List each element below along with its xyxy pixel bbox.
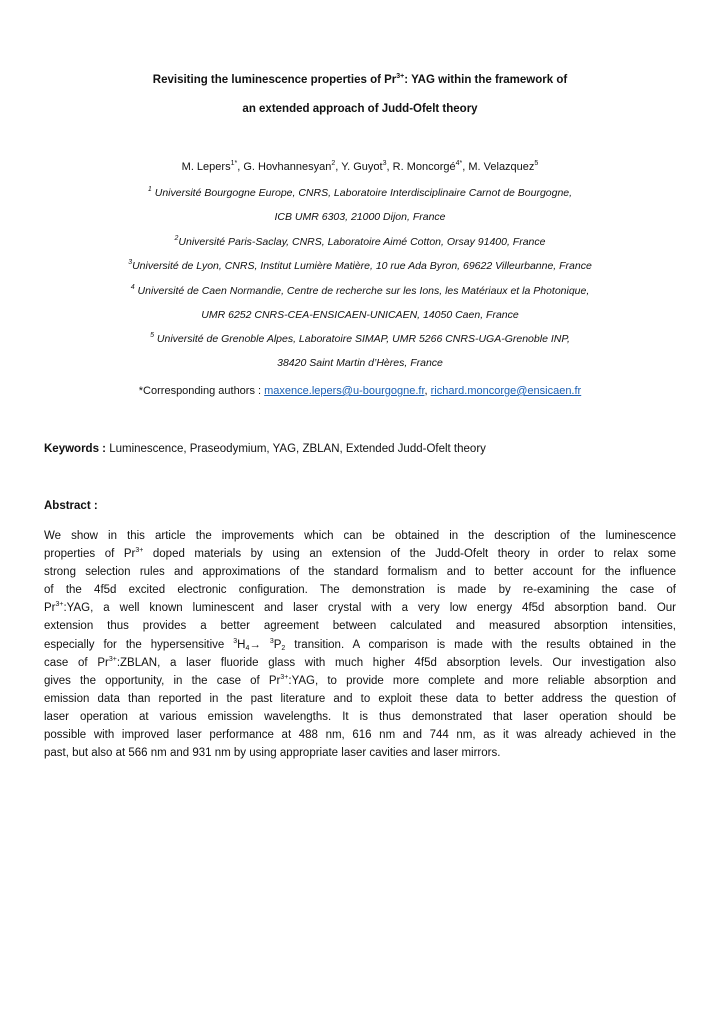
affiliation-1-line-2: ICB UMR 6303, 21000 Dijon, France — [274, 211, 446, 223]
author-list: M. Lepers$^{1*}$, G. Hovhannesyan$^2$, Y. Guyot$^3$, R. Moncorgé$^{4*}$, M. Velazquez$^5$ — [181, 160, 539, 173]
abstract-line: laser operation at various emission wavelengths. It is thus demonstrated that laser operation should be — [44, 710, 676, 723]
author: Y. Guyot — [341, 161, 383, 173]
email-link-moncorge[interactable]: richard.moncorge@ensicaen.fr — [430, 385, 582, 397]
affiliation-5: $^5$ Université de Grenoble Alpes, Laboratoire SIMAP, UMR 5266 CNRS-UGA-Grenoble INP, — [150, 332, 570, 345]
abstract-line: especially for the hypersensitive $^3H_4\to ^3P_2$ transition. A comparison is made with the results obtained in the — [44, 637, 676, 652]
affiliation-4: $^4$ Université de Caen Normandie, Centre de recherche sur les Ions, les Matériaux et la Photonique, — [130, 284, 590, 297]
keywords-text: Luminescence, Praseodymium, YAG, ZBLAN, Extended Judd-Ofelt theory — [106, 443, 486, 455]
abstract-line: past, but also at 566 nm and 931 nm by using appropriate laser cavities and laser mirrors. — [44, 747, 501, 760]
abstract-line: $Pr^{3+}:YAG$, a well known luminescent and laser crystal with a very low energy 4f5d absorption band. Our — [44, 601, 676, 615]
abstract-line: extension thus provides a better agreement between calculated and measured absorption intensities, — [44, 620, 676, 633]
affiliation-3: $^3$Université de Lyon, CNRS, Institut Lumière Matière, 10 rue Ada Byron, 69622 Villeurbanne, France — [128, 259, 592, 272]
affiliation-4-line-2: UMR 6252 CNRS-CEA-ENSICAEN-UNICAEN, 14050 Caen, France — [201, 309, 519, 321]
abstract-body — [44, 527, 676, 762]
author: R. Moncorgé — [392, 161, 456, 173]
abstract-line: gives the opportunity, in the case of $Pr^{3+}:YAG$, to provide more complete and more reliable absorption and — [44, 673, 676, 687]
author: G. Hovhannesyan — [243, 161, 332, 173]
abstract-line: properties of $Pr^{3+}$ doped materials by using an extension of the Judd-Ofelt theory in order to relax some — [44, 547, 676, 561]
abstract-line: emission data than reported in the past literature and to exploit these data to better address the question of — [44, 692, 676, 705]
paper-title-line-1: Revisiting the luminescence properties of $Pr^{3+}$: YAG within the framework of — [152, 73, 568, 86]
abstract-line: We show in this article the improvements which can be obtained in the description of the luminescence — [44, 530, 676, 542]
corresponding-authors: *Corresponding authors : maxence.lepers@u-bourgogne.fr, richard.moncorge@ensicaen.fr — [138, 385, 582, 397]
abstract-line: strong selection rules and approximations of the standard formalism and to better account for the influence — [44, 566, 676, 579]
affiliation-5-line-2: 38420 Saint Martin d’Hères, France — [277, 357, 443, 369]
author: M. Velazquez — [468, 161, 535, 173]
email-link-lepers[interactable]: maxence.lepers@u-bourgogne.fr — [264, 385, 425, 397]
keywords — [44, 443, 486, 455]
author: M. Lepers — [181, 161, 231, 173]
abstract-line: case of $Pr^{3+}:ZBLAN$, a laser fluoride glass with much higher 4f5d absorption levels. Our investigation also — [44, 655, 677, 669]
affiliation-2: $^2$Université Paris-Saclay, CNRS, Laboratoire Aimé Cotton, Orsay 91400, France — [174, 235, 546, 248]
keywords-label: Keywords : — [44, 443, 106, 455]
abstract-line: possible with improved laser performance at 488 nm, 616 nm and 744 nm, as it was already achieved in the — [44, 729, 676, 742]
affiliation-1: $^1$ Université Bourgogne Europe, CNRS, Laboratoire Interdisciplinaire Carnot de Bourgogne, — [147, 186, 573, 199]
abstract-line: of the 4f5d excited electronic configuration. The demonstration is made by re-examining the case of — [44, 584, 676, 597]
abstract-heading: Abstract : — [44, 500, 98, 512]
paper-title-line-2: an extended approach of Judd-Ofelt theory — [242, 103, 478, 115]
